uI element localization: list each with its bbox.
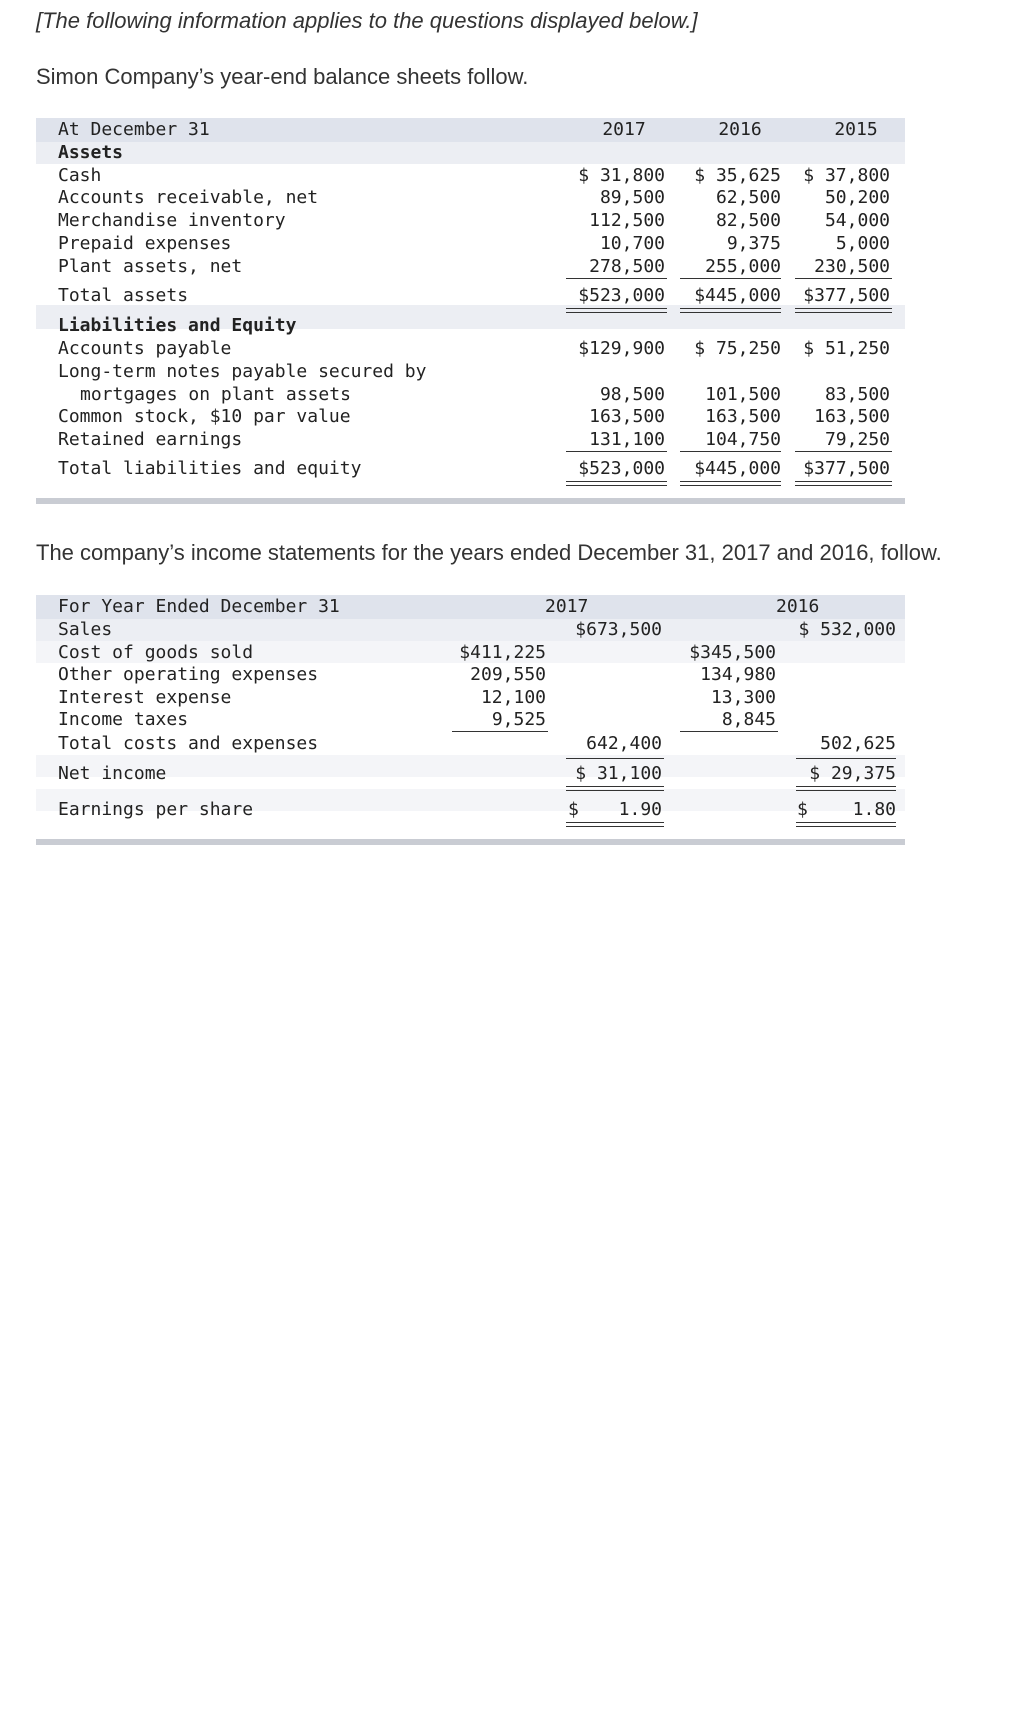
assets-heading: Assets <box>58 142 124 163</box>
cell-2017: 89,500 <box>599 187 665 208</box>
row-label: Interest expense <box>58 687 232 708</box>
double-rule <box>680 308 781 313</box>
subtotal-rule <box>795 278 892 279</box>
cell-2017: 163,500 <box>589 406 665 427</box>
total-assets-2017: $523,000 <box>578 285 665 306</box>
cost-2016: 13,300 <box>710 687 776 708</box>
cell-2015: $ 37,800 <box>803 165 890 186</box>
eps-2017: 1.90 <box>618 799 662 820</box>
row-label: Cash <box>58 165 102 186</box>
row-label: Cost of goods sold <box>58 642 254 663</box>
table-bottom-bar <box>36 839 905 845</box>
row-label: Accounts receivable, net <box>58 187 319 208</box>
row-band <box>36 619 905 641</box>
balance-sheet-intro: Simon Company’s year-end balance sheets follow. <box>36 64 529 89</box>
double-rule <box>795 481 892 486</box>
year-2017-header: 2017 <box>545 596 589 617</box>
double-rule <box>796 786 896 791</box>
total-le-2016: $445,000 <box>694 458 781 479</box>
subtotal-rule <box>795 451 892 452</box>
subtotal-rule <box>796 758 896 759</box>
cost-2016: 8,845 <box>721 709 776 730</box>
row-label: Income taxes <box>58 709 189 730</box>
eps-dollar-2016: $ <box>797 799 808 820</box>
double-rule <box>566 822 664 827</box>
row-label: Retained earnings <box>58 429 243 450</box>
net-income-label: Net income <box>58 763 167 784</box>
liabilities-heading: Liabilities and Equity <box>58 315 297 336</box>
total-le-2017: $523,000 <box>578 458 665 479</box>
total-le-2015: $377,500 <box>803 458 890 479</box>
cell-2017: 112,500 <box>589 210 665 231</box>
cell-2015: 54,000 <box>824 210 890 231</box>
subtotal-rule <box>566 278 667 279</box>
cell-2016: 101,500 <box>705 384 781 405</box>
sales-2016: $ 532,000 <box>798 619 896 640</box>
cell-2016: $ 75,250 <box>694 338 781 359</box>
year-2017-header: 2017 <box>602 119 646 140</box>
year-2015-header: 2015 <box>834 119 878 140</box>
subtotal-rule <box>680 731 778 732</box>
cell-2017: 131,100 <box>589 429 665 450</box>
double-rule <box>680 481 781 486</box>
income-statement-table <box>36 595 905 853</box>
eps-2016: 1.80 <box>852 799 896 820</box>
row-band <box>36 142 905 164</box>
row-label: Plant assets, net <box>58 256 243 277</box>
cell-2015: 50,200 <box>824 187 890 208</box>
cost-2016: 134,980 <box>700 664 776 685</box>
subtotal-rule <box>680 278 781 279</box>
cell-2016: $ 35,625 <box>694 165 781 186</box>
subtotal-rule <box>566 451 667 452</box>
subtotal-rule <box>566 758 664 759</box>
double-rule <box>566 786 664 791</box>
total-costs-label: Total costs and expenses <box>58 733 319 754</box>
row-label: Merchandise inventory <box>58 210 286 231</box>
net-income-2017: $ 31,100 <box>575 763 662 784</box>
cost-2017: 209,550 <box>470 664 546 685</box>
cell-2017: $ 31,800 <box>578 165 665 186</box>
double-rule <box>566 481 667 486</box>
intro-note: [The following information applies to the questions displayed below.] <box>36 8 698 33</box>
header-label: For Year Ended December 31 <box>58 596 340 617</box>
cell-2016: 82,500 <box>715 210 781 231</box>
table-bottom-bar <box>36 498 905 504</box>
double-rule <box>795 308 892 313</box>
cell-2016: 62,500 <box>715 187 781 208</box>
cell-2017: 10,700 <box>599 233 665 254</box>
net-income-2016: $ 29,375 <box>809 763 896 784</box>
cell-2015: $ 51,250 <box>803 338 890 359</box>
total-assets-2016: $445,000 <box>694 285 781 306</box>
cell-2016: 255,000 <box>705 256 781 277</box>
cell-2015: 230,500 <box>814 256 890 277</box>
double-rule <box>796 822 896 827</box>
cell-2015: 79,250 <box>824 429 890 450</box>
cell-2016: 9,375 <box>726 233 781 254</box>
double-rule <box>566 308 667 313</box>
total-assets-2015: $377,500 <box>803 285 890 306</box>
cell-2017: 278,500 <box>589 256 665 277</box>
row-label: Long-term notes payable secured by <box>58 361 427 382</box>
cost-2016: $345,500 <box>689 642 776 663</box>
cell-2015: 5,000 <box>835 233 890 254</box>
subtotal-rule <box>452 731 548 732</box>
cell-2016: 104,750 <box>705 429 781 450</box>
cell-2016: 163,500 <box>705 406 781 427</box>
row-label: Common stock, $10 par value <box>58 406 351 427</box>
subtotal-rule <box>680 451 781 452</box>
eps-dollar-2017: $ <box>568 799 579 820</box>
eps-label: Earnings per share <box>58 799 254 820</box>
cost-2017: 12,100 <box>480 687 546 708</box>
cost-2017: $411,225 <box>459 642 546 663</box>
total-le-label: Total liabilities and equity <box>58 458 362 479</box>
income-statement-intro: The company’s income statements for the years ended December 31, 2017 and 2016, follow. <box>36 540 942 565</box>
cell-2017: $129,900 <box>578 338 665 359</box>
cell-2017: 98,500 <box>599 384 665 405</box>
cell-2015: 163,500 <box>814 406 890 427</box>
row-label: mortgages on plant assets <box>80 384 351 405</box>
row-label: Other operating expenses <box>58 664 319 685</box>
year-2016-header: 2016 <box>718 119 762 140</box>
row-label: Accounts payable <box>58 338 232 359</box>
total-costs-2017: 642,400 <box>586 733 662 754</box>
header-label: At December 31 <box>58 119 210 140</box>
row-label: Prepaid expenses <box>58 233 232 254</box>
cell-2015: 83,500 <box>824 384 890 405</box>
cost-2017: 9,525 <box>491 709 546 730</box>
total-assets-label: Total assets <box>58 285 189 306</box>
year-2016-header: 2016 <box>776 596 820 617</box>
balance-sheet-table <box>36 118 905 508</box>
total-costs-2016: 502,625 <box>820 733 896 754</box>
sales-label: Sales <box>58 619 113 640</box>
sales-2017: $673,500 <box>575 619 662 640</box>
